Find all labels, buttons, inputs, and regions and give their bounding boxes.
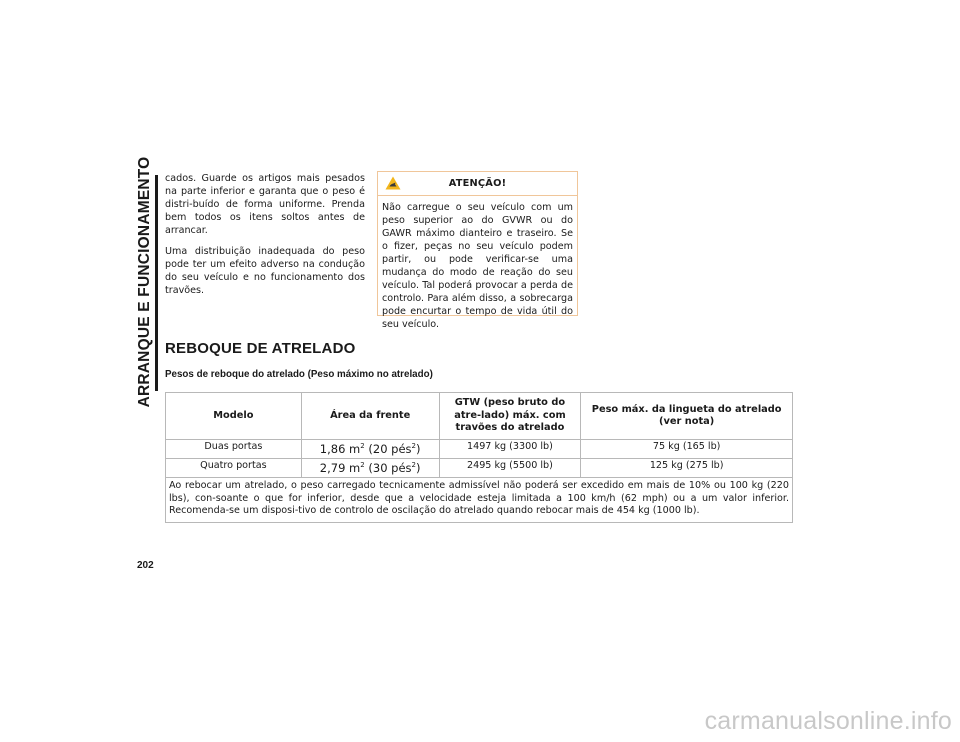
paragraph: cados. Guarde os artigos mais pesados na parte inferior e garanta que o peso é distri-buído de forma uniforme. Prenda bem todos os itens soltos antes de arrancar. <box>165 173 365 236</box>
table-note-row <box>166 478 793 523</box>
page-number: 202 <box>137 560 154 571</box>
cell-max-gtw: 2495 kg (5500 lb) <box>439 459 581 478</box>
chapter-side-label: ARRANQUE E FUNCIONAMENTO <box>136 156 153 408</box>
warning-title: ATENÇÃO! <box>448 178 507 189</box>
watermark: carmanualsonline.info <box>704 707 952 735</box>
cell-max-tongue-weight: 125 kg (275 lb) <box>581 459 793 478</box>
chapter-side-rule <box>155 175 158 391</box>
warning-text: Não carregue o seu veículo com um peso superior ao do GVWR ou do GAWR máximo dianteiro e traseiro. Se o fizer, peças no seu veículo podem partir, ou pode verificar-se uma mudança do modo de reação do seu veículo. Tal poderá provocar a perda de controlo. Para além disso, a sobrecarga pode encurtar o tempo de vida útil do seu veículo. <box>382 202 573 330</box>
chapter-side-tab <box>136 156 153 408</box>
cell-front-area: 2,79 $m^2$ (30 pés$^2$) <box>301 459 439 478</box>
section-title: REBOQUE DE ATRELADO <box>165 340 356 357</box>
cell-model: Duas portas <box>166 440 302 459</box>
cell-max-gtw: 1497 kg (3300 lb) <box>439 440 581 459</box>
left-column-text <box>165 172 365 297</box>
header-model: Modelo <box>166 393 302 440</box>
cell-front-area: 1,86 $m^2$ (20 pés$^2$) <box>301 440 439 459</box>
header-front-area: Área da frente <box>301 393 439 440</box>
paragraph: Uma distribuição inadequada do peso pode ter um efeito adverso na condução do seu veículo e no funcionamento dos travões. <box>165 246 365 296</box>
header-max-tongue-weight: Peso máx. da lingueta do atrelado (ver nota) <box>581 393 793 440</box>
warning-header <box>378 172 577 196</box>
section-subtitle: Pesos de reboque do atrelado (Peso máximo no atrelado) <box>165 369 433 380</box>
header-max-gtw: GTW (peso bruto do atre-lado) máx. com travões do atrelado <box>439 393 581 440</box>
table-note: Ao rebocar um atrelado, o peso carregado tecnicamente admissível não poderá ser excedido em mais de 10% ou 100 kg (220 lbs), con-soante o que for inferior, desde que a velocidade esteja limitada a 100 km/h (62 mph) ou a um valor inferior. Recomenda-se um disposi-tivo de controlo de oscilação do atrelado quando rebocar mais de 454 kg (1000 lb). <box>166 478 793 523</box>
cell-max-tongue-weight: 75 kg (165 lb) <box>581 440 793 459</box>
towing-weights-table <box>165 392 793 523</box>
table-row <box>166 459 793 478</box>
warning-box <box>377 171 578 330</box>
table-row <box>166 440 793 459</box>
cell-model: Quatro portas <box>166 459 302 478</box>
table-header-row <box>166 393 793 440</box>
